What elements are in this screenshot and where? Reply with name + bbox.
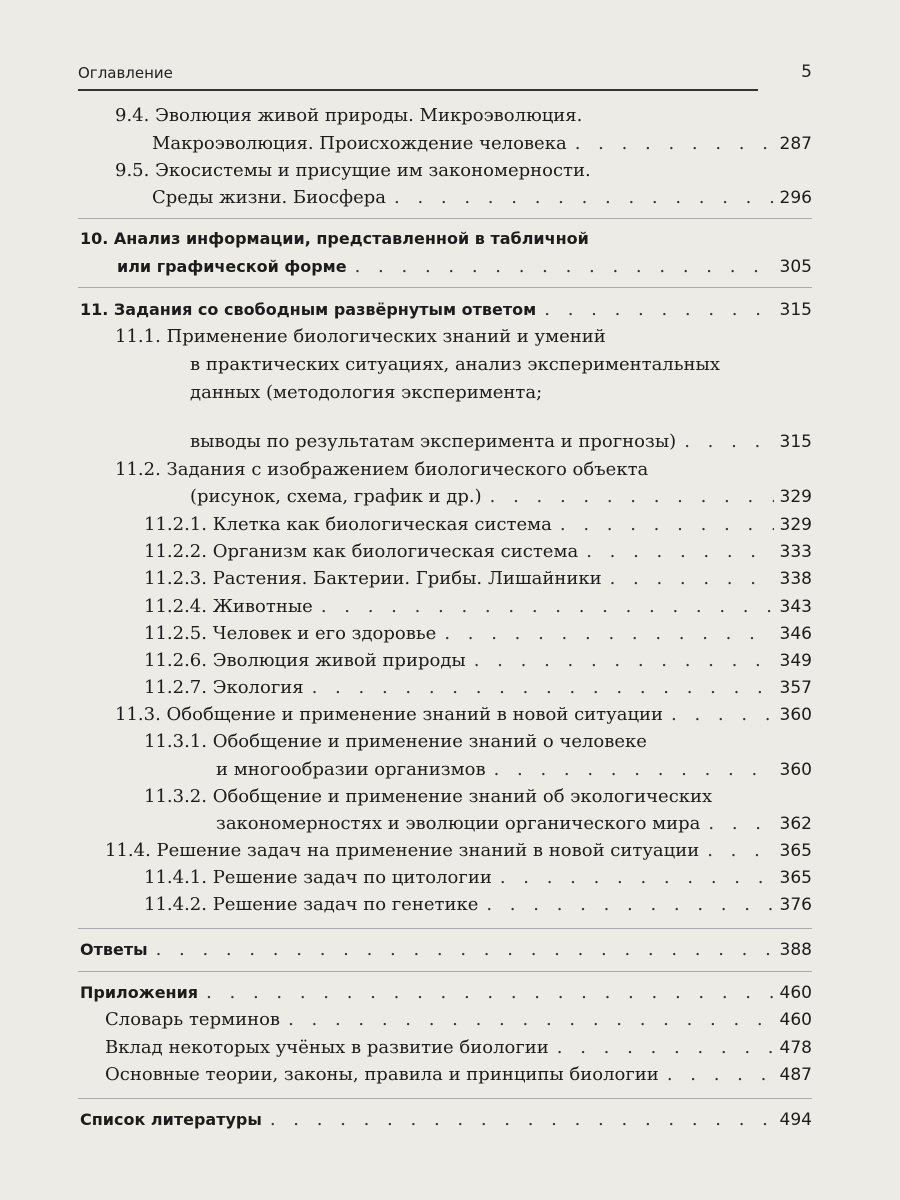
toc-entry-appendices: Приложения . . . 460 [80,978,812,1008]
leader-dots [288,1005,773,1035]
leader-dots [667,1060,774,1090]
toc-entry-9-5-cont: Среды жизни. Биосфера . . . 296 [152,183,812,213]
section-rule [78,971,812,972]
leader-dots [312,673,774,703]
section-rule [78,928,812,929]
entry-page: 460 [779,1010,812,1030]
entry-page: 365 [779,841,812,861]
toc-entry-theories: Основные теории, законы, правила и принципы биологии . . . 487 [105,1060,812,1090]
entry-page: 494 [779,1110,812,1130]
toc-entry-11-3-1-cont: и многообразии организмов . . . 360 [216,755,812,785]
page-number: 5 [801,62,812,82]
toc-entry-bibliography: Список литературы . . . 494 [80,1105,812,1135]
entry-page: 460 [779,983,812,1003]
entry-page: 349 [779,651,812,671]
toc-entry-11-2-6: 11.2.6. Эволюция живой природы . . . 349 [144,646,812,676]
toc-entry-11-2-2: 11.2.2. Организм как биологическая система . . . 333 [144,537,812,567]
leader-dots [544,295,773,325]
leader-dots [684,427,773,457]
toc-entry-glossary: Словарь терминов . . . 460 [105,1005,812,1035]
toc-entry-11-1-cont: данных (методология эксперимента; [190,382,543,403]
toc-entry-11-2-5: 11.2.5. Человек и его здоровье . . . 346 [144,619,812,649]
toc-entry-answers: Ответы . . . 388 [80,935,812,965]
entry-page: 296 [779,188,812,208]
leader-dots [575,129,774,159]
toc-entry-11-2: 11.2. Задания с изображением биологического объекта [115,459,649,480]
leader-dots [355,252,774,282]
toc-entry-11-2-4: 11.2.4. Животные . . . 343 [144,592,812,622]
running-title: Оглавление [78,64,173,82]
section-rule [78,287,812,288]
leader-dots [270,1105,774,1135]
leader-dots [707,836,773,866]
toc-entry-11-4-1: 11.4.1. Решение задач по цитологии . . . 365 [144,863,812,893]
toc-entry-scientists: Вклад некоторых учёных в развитие биологии . . . 478 [105,1033,812,1063]
toc-entry-9-4-cont: Макроэволюция. Происхождение человека . . . 287 [152,129,812,159]
entry-page: 376 [779,895,812,915]
entry-page: 365 [779,868,812,888]
toc-entry-11-2-7: 11.2.7. Экология . . . 357 [144,673,812,703]
toc-entry-11-1-cont: выводы по результатам эксперимента и прогнозы) . . . 315 [190,427,812,457]
entry-page: 315 [779,300,812,320]
toc-entry-10-cont: или графической форме . . . 305 [117,252,812,282]
toc-entry-11-3: 11.3. Обобщение и применение знаний в новой ситуации . . . 360 [115,700,812,730]
entry-page: 357 [779,678,812,698]
leader-dots [156,935,774,965]
entry-page: 329 [779,487,812,507]
toc-entry-11-2-cont: (рисунок, схема, график и др.) . . . 329 [190,482,812,512]
leader-dots [500,863,774,893]
toc-entry-11-1-cont: в практических ситуациях, анализ экспериментальных [190,354,721,375]
leader-dots [394,183,774,213]
toc-entry-9-4: 9.4. Эволюция живой природы. Микроэволюция. [115,105,583,126]
leader-dots [610,564,774,594]
leader-dots [560,510,774,540]
toc-entry-11-4-2: 11.4.2. Решение задач по генетике . . . 376 [144,890,812,920]
entry-page: 338 [779,569,812,589]
toc-entry-11-4: 11.4. Решение задач на применение знаний в новой ситуации . . . 365 [105,836,812,866]
entry-page: 360 [779,760,812,780]
leader-dots [321,592,774,622]
toc-entry-10: 10. Анализ информации, представленной в табличной [80,229,589,248]
leader-dots [494,755,774,785]
toc-entry-9-5: 9.5. Экосистемы и присущие им закономерности. [115,160,591,181]
leader-dots [708,809,773,839]
section-rule [78,1098,812,1099]
toc-entry-11-3-2-cont: закономерностях и эволюции органического мира . . . 362 [216,809,812,839]
entry-page: 346 [779,624,812,644]
leader-dots [671,700,774,730]
toc-entry-11-3-2: 11.3.2. Обобщение и применение знаний об экологических [144,786,713,807]
leader-dots [474,646,774,676]
toc-entry-11-3-1: 11.3.1. Обобщение и применение знаний о человеке [144,731,647,752]
entry-page: 360 [779,705,812,725]
entry-page: 487 [779,1065,812,1085]
entry-page: 305 [779,257,812,277]
section-rule [78,218,812,219]
entry-page: 287 [779,134,812,154]
leader-dots [444,619,773,649]
toc-entry-11-1: 11.1. Применение биологических знаний и умений [115,326,606,347]
entry-page: 329 [779,515,812,535]
toc-entry-11-2-1: 11.2.1. Клетка как биологическая система . . . 329 [144,510,812,540]
leader-dots [586,537,773,567]
toc-entry-11-2-3: 11.2.3. Растения. Бактерии. Грибы. Лишайники . . . 338 [144,564,812,594]
leader-dots [486,890,773,920]
leader-dots [206,978,773,1008]
entry-page: 315 [779,432,812,452]
entry-page: 388 [779,940,812,960]
leader-dots [490,482,774,512]
entry-page: 362 [779,814,812,834]
toc-entry-11: 11. Задания со свободным развёрнутым ответом . . . 315 [80,295,812,325]
entry-page: 478 [779,1038,812,1058]
entry-page: 343 [779,597,812,617]
leader-dots [557,1033,774,1063]
entry-page: 333 [779,542,812,562]
